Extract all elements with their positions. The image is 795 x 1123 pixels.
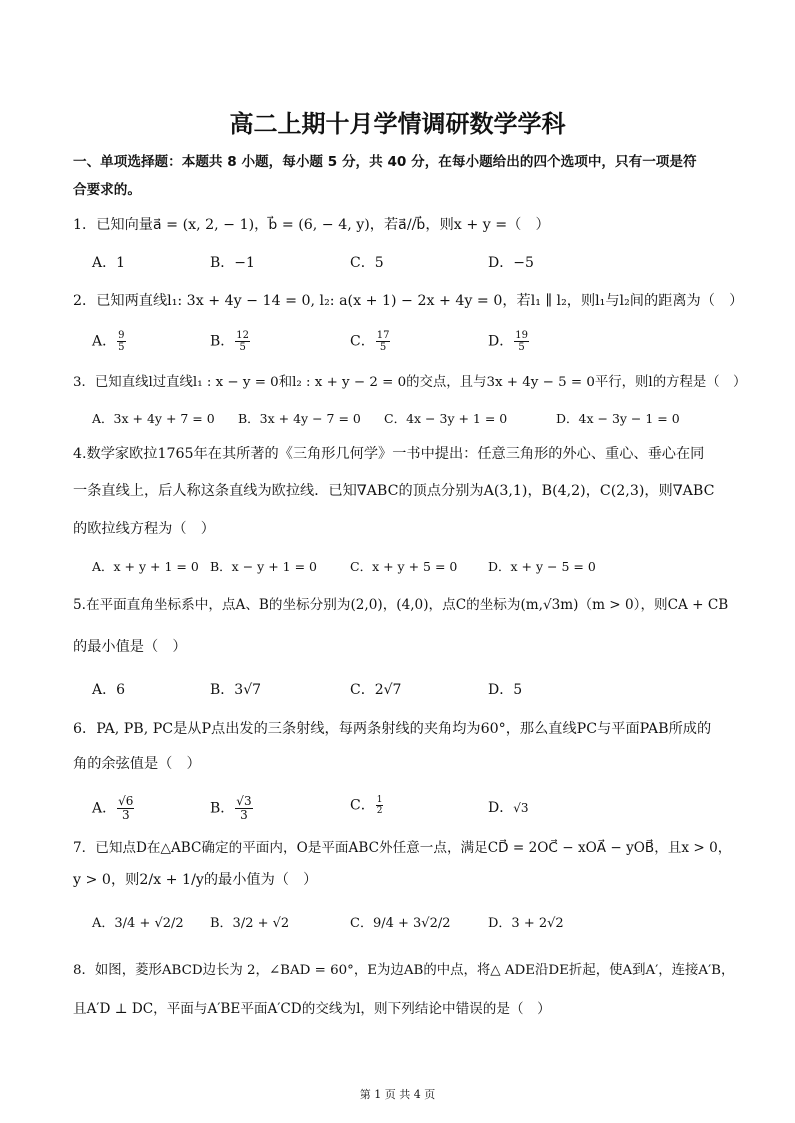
q6-option-d-value: √3 (513, 801, 529, 815)
q6-option-b-den: 3 (240, 808, 248, 822)
q6-option-c (350, 795, 384, 816)
question-5-line1: 5.在平面直角坐标系中，点A、B的坐标分别为(2,0)，(4,0)，点C的坐标为(m,√3m)（m > 0），则CA + CB (73, 597, 729, 613)
q2-option-c (350, 330, 391, 353)
q4-option-b: B．x − y + 1 = 0 (210, 559, 317, 574)
q4-option-d: D．x + y − 5 = 0 (488, 559, 596, 574)
q1-option-a: A．1 (92, 255, 126, 271)
question-4-line2: 一条直线上，后人称这条直线为欧拉线．已知∇ABC的顶点分别为A(3,1)，B(4,2)，C(2,3)，则∇ABC (73, 483, 715, 499)
q6-option-d-label: D． (488, 800, 514, 816)
q2-option-d-den: 5 (518, 342, 525, 353)
question-5-line2: 的最小值是（ ） (73, 639, 187, 655)
q2-option-b-fraction (235, 330, 250, 353)
q4-option-a: A．x + y + 1 = 0 (92, 559, 199, 574)
q2-option-d-fraction (514, 330, 529, 353)
q2-option-d (488, 330, 530, 353)
q2-option-b (210, 330, 251, 353)
page-title: 高二上期十月学情调研数学学科 (229, 110, 566, 138)
q7-option-a: A．3/4 + √2/2 (92, 916, 184, 931)
q2-option-d-label: D． (488, 333, 514, 350)
q1-option-d: D．−5 (488, 255, 534, 271)
q6-option-b (210, 795, 254, 822)
q6-option-c-num: 1 (376, 795, 383, 805)
question-7-line1: 7．已知点D在△ABC确定的平面内，O是平面ABC外任意一点，满足CD⃗ = 2OC⃗ − xOA⃗ − yOB⃗，且x > 0， (73, 840, 732, 856)
q1-option-b: B．−1 (210, 255, 255, 271)
page-footer: 第 1 页 共 4 页 (359, 1088, 436, 1101)
section-heading-line1: 一、单项选择题：本题共 8 小题，每小题 5 分，共 40 分，在每小题给出的四个选项中，只有一项是符 (73, 154, 697, 170)
q5-option-b: B．3√7 (210, 682, 262, 698)
q6-option-c-den: 2 (376, 806, 383, 816)
question-2: 2．已知两直线l₁: 3x + 4y − 14 = 0, l₂: a(x + 1) − 2x + 4y = 0，若l₁ ∥ l₂，则l₁与l₂间的距离为（ ） (73, 293, 744, 309)
question-7-line2: y > 0，则2/x + 1/y的最小值为（ ） (73, 872, 318, 888)
q7-option-c: C．9/4 + 3√2/2 (350, 916, 451, 931)
q3-option-a: A．3x + 4y + 7 = 0 (92, 411, 215, 426)
q5-option-d: D．5 (488, 682, 523, 698)
q6-option-c-label: C． (350, 797, 375, 814)
question-6-line2: 角的余弦值是（ ） (73, 756, 201, 772)
q4-option-c: C．x + y + 5 = 0 (350, 559, 458, 574)
q2-option-a-fraction (117, 330, 125, 353)
q6-option-a-fraction (117, 795, 134, 822)
q2-option-c-num: 17 (376, 330, 390, 341)
question-6-line1: 6．PA, PB, PC是从P点出发的三条射线，每两条射线的夹角均为60°，那么直线PC与平面PAB所成的 (73, 721, 712, 737)
q2-option-a-den: 5 (118, 342, 125, 353)
q5-option-c: C．2√7 (350, 682, 402, 698)
q2-option-c-den: 5 (379, 342, 387, 353)
question-4-line1: 4.数学家欧拉1765年在其所著的《三角形几何学》一书中提出：任意三角形的外心、重心、垂心在同 (73, 446, 705, 462)
q2-option-b-den: 5 (239, 342, 246, 353)
q6-option-c-fraction (376, 795, 384, 816)
q6-option-d (488, 798, 529, 818)
question-3: 3．已知直线l过直线l₁ : x − y = 0和l₂ : x + y − 2 = 0的交点，且与3x + 4y − 5 = 0平行，则l的方程是（ ） (73, 375, 747, 390)
q7-option-b: B．3/2 + √2 (210, 916, 290, 931)
q2-option-a (92, 330, 127, 353)
q2-option-c-fraction (376, 330, 391, 353)
question-1: 1．已知向量a⃗ = (x, 2, − 1)，b⃗ = (6, − 4, y)，若a⃗//b⃗，则x + y =（ ） (73, 217, 550, 233)
q6-option-a (92, 795, 135, 822)
q3-option-c: C．4x − 3y + 1 = 0 (384, 411, 508, 426)
q3-option-d: D．4x − 3y − 1 = 0 (556, 411, 680, 426)
q6-option-a-label: A． (92, 800, 117, 817)
q5-option-a: A．6 (92, 682, 126, 698)
q6-option-a-den: 3 (121, 808, 130, 822)
q6-option-b-fraction (235, 795, 252, 822)
question-8-line2: 且A′D ⊥ DC，平面与A′BE平面A′CD的交线为l，则下列结论中错误的是（ ） (73, 1001, 551, 1017)
q1-option-c: C．5 (350, 255, 384, 271)
q3-option-b: B．3x + 4y − 7 = 0 (238, 411, 361, 426)
q2-option-b-label: B． (210, 333, 235, 350)
q2-option-d-num: 19 (515, 330, 528, 341)
q2-option-b-num: 12 (236, 330, 250, 341)
q2-option-a-label: A． (92, 333, 117, 350)
q6-option-b-num: √3 (236, 794, 252, 808)
q2-option-c-label: C． (350, 333, 375, 350)
q6-option-a-num: √6 (118, 794, 134, 808)
q2-option-a-num: 9 (118, 330, 125, 341)
section-heading-line2: 合要求的。 (73, 182, 141, 198)
q6-option-b-label: B． (210, 800, 235, 817)
q7-option-d: D．3 + 2√2 (488, 916, 564, 931)
question-4-line3: 的欧拉线方程为（ ） (73, 521, 215, 537)
question-8-line1: 8．如图，菱形ABCD边长为 2，∠BAD = 60°，E为边AB的中点，将△ ADE沿DE折起，使A到A′，连接A′B， (73, 963, 735, 978)
